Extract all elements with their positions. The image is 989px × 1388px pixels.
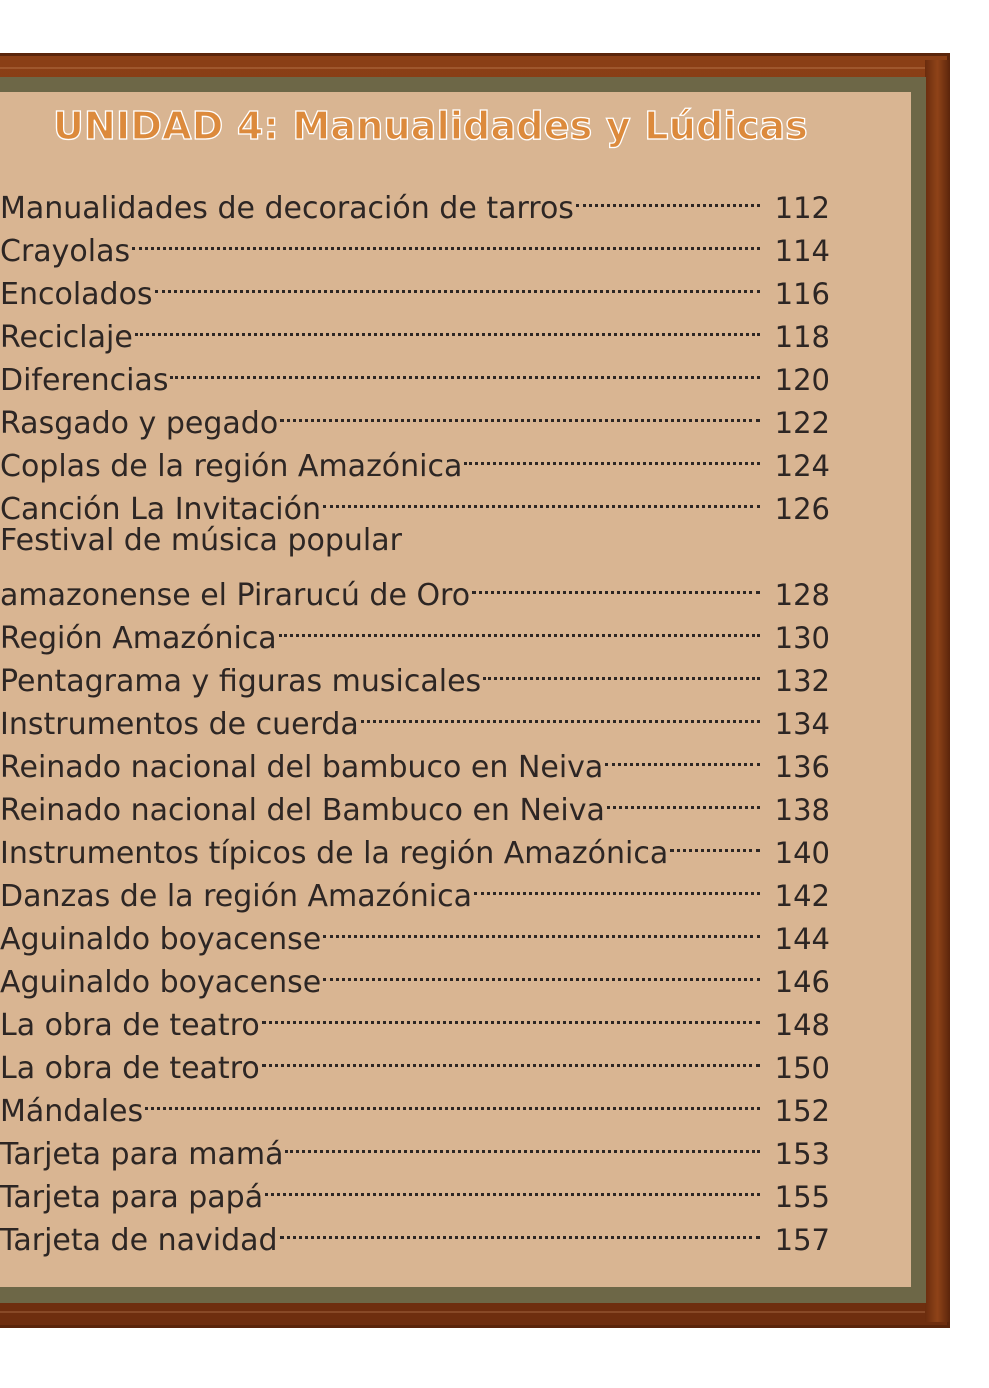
toc-entry-label: Rasgado y pegado: [0, 406, 279, 441]
toc-entry: [0, 648, 830, 699]
unit-title: UNIDAD 4: Manualidades y Lúdicas: [53, 104, 808, 148]
toc-entry-page-number: 152: [774, 1094, 830, 1128]
toc-entry-page-number: 124: [774, 449, 830, 483]
toc-entry-page-number: 114: [774, 234, 830, 268]
toc-entry-label: Danzas de la región Amazónica: [0, 879, 472, 914]
dot-leader: [576, 175, 760, 218]
dot-leader: [170, 347, 760, 390]
toc-entry: [0, 691, 830, 742]
toc-entry-label: Canción La Invitación: [0, 492, 322, 527]
dot-leader: [464, 433, 760, 476]
toc-entry-label: Aguinaldo boyacense: [0, 922, 322, 957]
toc-entry-page-number: 112: [774, 191, 830, 225]
dot-leader: [265, 1164, 760, 1207]
toc-entry-label: Pentagrama y figuras musicales: [0, 664, 482, 699]
dot-leader: [474, 863, 760, 906]
toc-entry-page-number: 146: [774, 965, 830, 999]
toc-entry-label: Instrumentos típicos de la región Amazónica: [0, 836, 669, 871]
toc-entry-label: Manualidades de decoración de tarros: [0, 191, 574, 226]
toc-entry-label: Tarjeta para papá: [0, 1180, 264, 1215]
toc-entry-page-number: 116: [774, 277, 830, 311]
toc-entry-page-number: 144: [774, 922, 830, 956]
toc-entry-page-number: 142: [774, 879, 830, 913]
toc-entry-page-number: 148: [774, 1008, 830, 1042]
toc-entry-label: Crayolas: [0, 234, 131, 269]
toc-entry-label: Coplas de la región Amazónica: [0, 449, 463, 484]
toc-entry-page-number: 140: [774, 836, 830, 870]
toc-entry-label: Diferencias: [0, 363, 169, 398]
toc-entry: [0, 1035, 830, 1086]
dot-leader: [155, 261, 760, 304]
toc-entry-page-number: 128: [774, 578, 830, 612]
toc-entry-page-number: 134: [774, 707, 830, 741]
toc-entry-label: Encolados: [0, 277, 153, 312]
toc-entry: [0, 820, 830, 871]
toc-entry-label: Mándales: [0, 1094, 144, 1129]
toc-entry-label: Reinado nacional del bambuco en Neiva: [0, 750, 604, 785]
toc-entry-page-number: 157: [774, 1223, 830, 1257]
toc-entry-page-number: 155: [774, 1180, 830, 1214]
dot-leader: [280, 1207, 760, 1250]
dot-leader: [605, 734, 760, 777]
toc-entry: [0, 519, 830, 562]
toc-entry: [0, 476, 830, 527]
dot-leader: [280, 390, 760, 433]
toc-entry: [0, 949, 830, 1000]
toc-entry-page-number: 138: [774, 793, 830, 827]
wooden-frame-right-edge: [925, 60, 950, 1322]
toc-entry-label: Reciclaje: [0, 320, 133, 355]
toc-entry-label: amazonense el Pirarucú de Oro: [0, 578, 471, 613]
toc-entry: [0, 218, 830, 269]
dot-leader: [323, 906, 760, 949]
toc-entry-label: Región Amazónica: [0, 621, 277, 656]
dot-leader: [285, 1121, 760, 1164]
toc-entry-page-number: 136: [774, 750, 830, 784]
toc-entry: [0, 261, 830, 312]
toc-entry-label: Instrumentos de cuerda: [0, 707, 359, 742]
toc-entry-label: Festival de música popular: [0, 523, 402, 558]
dot-leader: [145, 1078, 760, 1121]
toc-entry: [0, 304, 830, 355]
dot-leader: [361, 691, 760, 734]
toc-entry: [0, 433, 830, 484]
dot-leader: [323, 476, 760, 519]
toc-entry-page-number: 118: [774, 320, 830, 354]
dot-leader: [279, 605, 760, 648]
toc-entry-label: Tarjeta para mamá: [0, 1137, 284, 1172]
toc-entry: [0, 777, 830, 828]
dot-leader: [670, 820, 760, 863]
toc-entry-label: La obra de teatro: [0, 1008, 260, 1043]
toc-entry: [0, 605, 830, 656]
toc-entry: [0, 992, 830, 1043]
dot-leader: [472, 562, 760, 605]
toc-entry: [0, 1164, 830, 1215]
toc-entry-page-number: 153: [774, 1137, 830, 1171]
toc-entry: [0, 1207, 830, 1258]
wood-grain-line: [0, 1311, 950, 1313]
dot-leader: [132, 218, 760, 261]
toc-entry-page-number: 150: [774, 1051, 830, 1085]
dot-leader: [262, 1035, 760, 1078]
dot-leader: [135, 304, 760, 347]
dot-leader: [483, 648, 760, 691]
toc-entry: [0, 1121, 830, 1172]
toc-entry: [0, 347, 830, 398]
toc-entry: [0, 863, 830, 914]
toc-entry-label: Tarjeta de navidad: [0, 1223, 278, 1258]
toc-entry-page-number: 120: [774, 363, 830, 397]
toc-entry: [0, 1078, 830, 1129]
table-of-contents: [0, 175, 830, 1258]
dot-leader: [607, 777, 760, 820]
toc-entry-page-number: 122: [774, 406, 830, 440]
toc-entry-page-number: 130: [774, 621, 830, 655]
toc-entry-label: Reinado nacional del Bambuco en Neiva: [0, 793, 605, 828]
toc-entry-page-number: 132: [774, 664, 830, 698]
wood-grain-line: [0, 67, 950, 69]
toc-entry-page-number: 126: [774, 492, 830, 526]
toc-entry-label: La obra de teatro: [0, 1051, 260, 1086]
dot-leader: [262, 992, 760, 1035]
toc-entry: [0, 562, 830, 613]
toc-entry: [0, 906, 830, 957]
dot-leader: [323, 949, 760, 992]
toc-entry-label: Aguinaldo boyacense: [0, 965, 322, 1000]
toc-entry: [0, 175, 830, 226]
toc-entry: [0, 390, 830, 441]
toc-entry: [0, 734, 830, 785]
